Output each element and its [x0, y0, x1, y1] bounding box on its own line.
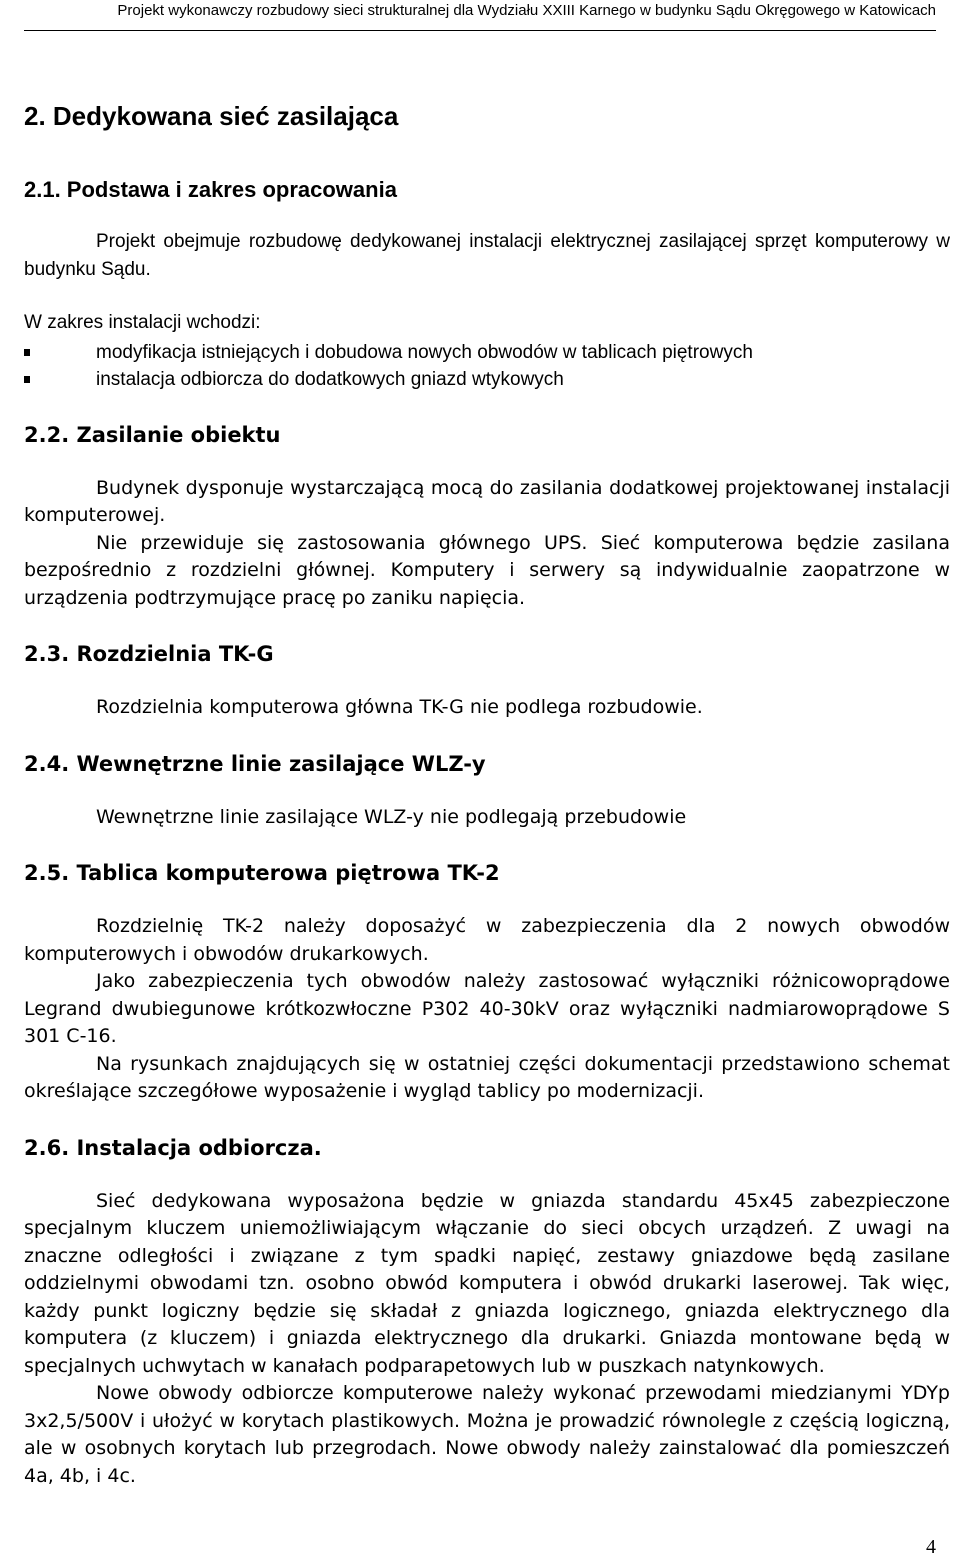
- section-2-4-heading: 2.4. Wewnętrzne linie zasilające WLZ-y: [24, 751, 486, 776]
- section-2-1-heading: 2.1. Podstawa i zakres opracowania: [24, 177, 397, 202]
- page-number: 4: [926, 1536, 936, 1558]
- list-item: [24, 366, 950, 393]
- scope-list: [24, 339, 950, 393]
- section-2-2-heading: 2.2. Zasilanie obiektu: [24, 422, 281, 447]
- section-2-2-paragraph-2: Nie przewiduje się zastosowania głównego UPS. Sieć komputerowa będzie zasilana bezpośrednio z rozdzielni głównej. Komputery i serwery są indywidualnie zaopatrzone w urządzenia podtrzymujące pracę po zaniku napięcia.: [24, 531, 950, 609]
- section-2-4-paragraph: Wewnętrzne linie zasilające WLZ-y nie podlegają przebudowie: [96, 805, 687, 828]
- section-2-5-paragraph-2: Jako zabezpieczenia tych obwodów należy zastosować wyłączniki różnicowoprądowe Legrand dwubiegunowe krótkozwłoczne P302 40-30kV oraz wyłączniki nadmiarowoprądowe S 301 C-16.: [24, 970, 950, 1047]
- section-2-1-paragraph: Projekt obejmuje rozbudowę dedykowanej instalacji elektrycznej zasilającej sprzęt komputerowy w budynku Sądu.: [24, 231, 950, 280]
- bullet-icon: [24, 376, 30, 383]
- list-item-text: instalacja odbiorcza do dodatkowych gniazd wtykowych: [96, 368, 564, 390]
- document-body: [24, 96, 950, 1490]
- list-item-text: modyfikacja istniejących i dobudowa nowych obwodów w tablicach piętrowych: [96, 341, 753, 363]
- section-2-5-paragraph-1: Rozdzielnię TK-2 należy doposażyć w zabezpieczenia dla 2 nowych obwodów komputerowych i obwodów drukarkowych.: [24, 915, 950, 965]
- bullet-icon: [24, 349, 30, 356]
- section-2-5-paragraph-3: Na rysunkach znajdujących się w ostatniej części dokumentacji przedstawiono schemat określające szczegółowe wyposażenie i wygląd tablicy po modernizacji.: [24, 1052, 950, 1102]
- section-2-1-scope-intro: W zakres instalacji wchodzi:: [24, 312, 261, 333]
- section-2-5-heading: 2.5. Tablica komputerowa piętrowa TK-2: [24, 861, 500, 885]
- section-2-6-heading: 2.6. Instalacja odbiorcza.: [24, 1135, 322, 1160]
- page-header: Projekt wykonawczy rozbudowy sieci strukturalnej dla Wydziału XXIII Karnego w budynku Sądu Okręgowego w Katowicach: [24, 0, 936, 31]
- list-item: [24, 339, 950, 366]
- section-2-2-paragraph-1: Budynek dysponuje wystarczającą mocą do zasilania dodatkowej projektowanej instalacji komputerowej.: [24, 476, 950, 526]
- section-2-3-paragraph: Rozdzielnia komputerowa główna TK-G nie podlega rozbudowie.: [96, 696, 703, 718]
- section-2-3-heading: 2.3. Rozdzielnia TK-G: [24, 642, 274, 666]
- chapter-title: 2. Dedykowana sieć zasilająca: [24, 101, 399, 131]
- section-2-6-paragraph-1: Sieć dedykowana wyposażona będzie w gniazda standardu 45x45 zabezpieczone specjalnym kluczem uniemożliwiającym włączanie do sieci obcych urządzeń. Z uwagi na znaczne odległości i związane z tym spadki napięć, zestawy gniazdowe będą zasilane oddzielnymi obwodami tzn. osobno obwód komputera i obwód drukarki laserowej. Tak więc, każdy punkt logiczny będzie się składał z gniazda logicznego, gniazda elektrycznego dla komputera (z kluczem) i gniazda elektrycznego dla drukarki. Gniazda montowane będą w specjalnych uchwytach w kanałach podparapetowych lub w puszkach natynkowych.: [24, 1189, 950, 1377]
- section-2-6-paragraph-2: Nowe obwody odbiorcze komputerowe należy wykonać przewodami miedzianymi YDYp 3x2,5/500V i ułożyć w korytach plastikowych. Można je prowadzić równolegle z częścią logiczną, ale w osobnych korytach lub przegrodach. Nowe obwody należy zainstalować dla pomieszczeń 4a, 4b, i 4c.: [24, 1382, 950, 1487]
